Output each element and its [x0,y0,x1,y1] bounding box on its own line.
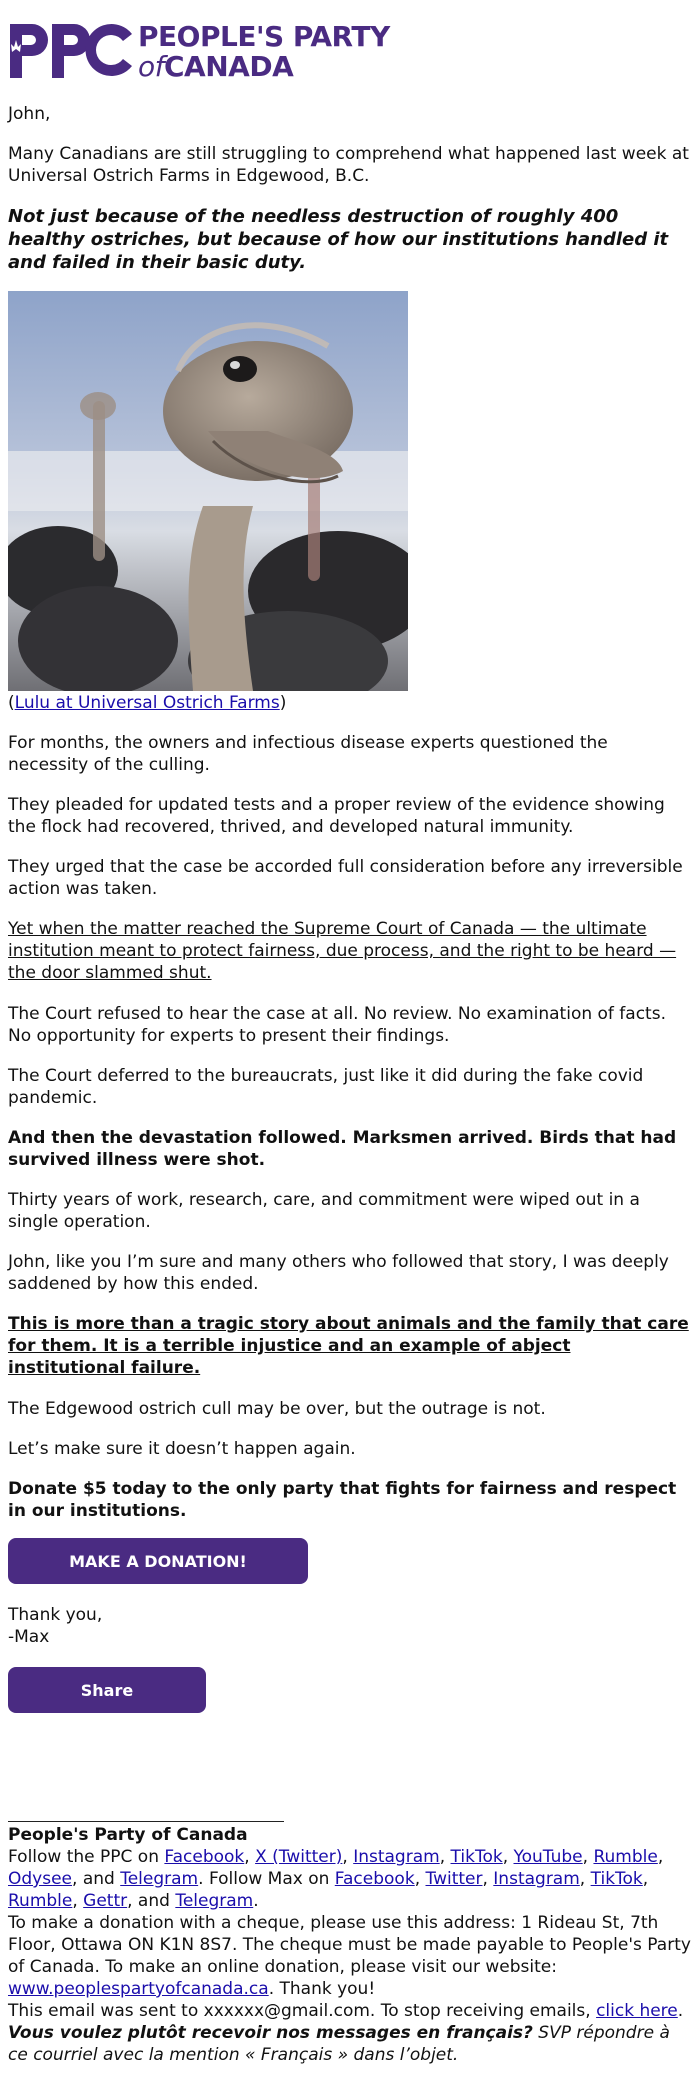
paragraph-deferred: The Court deferred to the bureaucrats, just like it did during the fake covid pandemic. [8,1066,644,1108]
caption-open-paren: ( [8,693,15,713]
caption-close-paren: ) [279,693,287,713]
unsubscribe-link[interactable]: click here [596,2001,678,2021]
greeting: John, [8,104,51,124]
ppc-telegram-link[interactable]: Telegram [120,1869,199,1889]
footer-org-name: People's Party of Canada [8,1825,248,1845]
logo-title-line1: PEOPLE'S PARTY [138,20,390,53]
ppc-separator: , [502,1847,514,1867]
ppc-separator: , and [72,1869,121,1889]
ppc-tiktok-link[interactable]: TikTok [450,1847,503,1867]
ppc-odysee-link[interactable]: Odysee [8,1869,73,1889]
share-button[interactable]: Share [8,1667,206,1713]
max-twitter-link[interactable]: Twitter [425,1869,483,1889]
cheque-thanks: . Thank you! [268,1979,376,1999]
max-separator: , [414,1869,426,1889]
footer-divider [8,1821,284,1822]
ppc-separator: , [582,1847,594,1867]
unsubscribe-period: . [677,2001,684,2021]
paragraph-intro: Many Canadians are still struggling to comprehend what happened last week at Universal Ostrich Farms in Edgewood, B.C. [8,144,689,186]
max-rumble-link[interactable]: Rumble [8,1891,73,1911]
paragraph-refused: The Court refused to hear the case at all. No review. No examination of facts. No opportunity for experts to present their findings. [8,1004,666,1046]
ppc-facebook-link[interactable]: Facebook [164,1847,245,1867]
paragraph-outrage: The Edgewood ostrich cull may be over, but the outrage is not. [8,1399,546,1419]
max-tiktok-link[interactable]: TikTok [590,1869,643,1889]
paragraph-donate-cta: Donate $5 today to the only party that fights for fairness and respect in our institutions. [8,1479,677,1521]
ppc-instagram-link[interactable]: Instagram [353,1847,440,1867]
make-donation-button[interactable]: MAKE A DONATION! [8,1538,308,1584]
paragraph-thirty-years: Thirty years of work, research, care, and commitment were wiped out in a single operation. [8,1190,640,1232]
max-facebook-link[interactable]: Facebook [334,1869,415,1889]
max-separator: , [642,1869,649,1889]
paragraph-devastation: And then the devastation followed. Marksmen arrived. Birds that had survived illness were shot. [8,1128,677,1170]
max-separator: , [482,1869,494,1889]
footer-sent [8,2000,692,2022]
max-separator: , [579,1869,591,1889]
footer-follow [8,1846,692,1912]
french-question: Vous voulez plutôt recevoir nos messages en français? [8,2023,533,2043]
paragraph-urged: They urged that the case be accorded full consideration before any irreversible action was taken. [8,857,683,899]
photo-caption [8,692,692,714]
sent-text: This email was sent to xxxxxx@gmail.com. To stop receiving emails, [8,2001,597,2021]
ppc-rumble-link[interactable]: Rumble [593,1847,658,1867]
paragraph-saddened: John, like you I’m sure and many others who followed that story, I was deeply saddened by how this ended. [8,1252,669,1294]
ppc-youtube-link[interactable]: YouTube [513,1847,583,1867]
photo-caption-link[interactable]: Lulu at Universal Ostrich Farms [14,693,280,713]
max-separator: , and [127,1891,176,1911]
max-instagram-link[interactable]: Instagram [493,1869,580,1889]
ppc-logo-mark [8,20,134,80]
logo-canada: CANADA [164,50,294,83]
logo-of: of [138,50,164,83]
ostrich-image [8,291,408,691]
max-separator: , [72,1891,84,1911]
ppc-logo[interactable] [8,18,428,82]
paragraph-emphasis: Not just because of the needless destruction of roughly 400 healthy ostriches, but because of how our institutions handled it and failed in their basic duty. [8,206,669,273]
paragraph-months: For months, the owners and infectious disease experts questioned the necessity of the culling. [8,733,608,775]
signoff-name: -Max [8,1627,50,1647]
ppc-separator: , [657,1847,664,1867]
cheque-text: To make a donation with a cheque, please use this address: 1 Rideau St, 7th Floor, Ottawa ON K1N 8S7. The cheque must be made payable to People's Party of Canada. To make an online donation, please visit our website: [8,1913,691,1977]
paragraph-never-again: Let’s make sure it doesn’t happen again. [8,1439,356,1459]
follow-ppc-prefix: Follow the PPC on [8,1847,165,1867]
max-telegram-link[interactable]: Telegram [175,1891,254,1911]
paragraph-supreme-court: Yet when the matter reached the Supreme Court of Canada — the ultimate institution meant to protect fairness, due process, and the right to be heard — the door slammed shut. [8,919,677,983]
footer [8,1824,692,2066]
ppc-separator: , [342,1847,354,1867]
ppc-separator: , [439,1847,451,1867]
follow-ppc-period: . [198,1869,204,1889]
follow-max-period: . [253,1891,259,1911]
french-instruction: SVP répondre à ce courriel avec la mention « Français » dans l’objet. [8,2023,670,2065]
follow-max-prefix: Follow Max on [208,1869,335,1889]
paragraph-pleaded: They pleaded for updated tests and a proper review of the evidence showing the flock had recovered, thrived, and developed natural immunity. [8,795,665,837]
ppc-separator: , [244,1847,256,1867]
paragraph-injustice: This is more than a tragic story about animals and the family that care for them. It is a terrible injustice and an example of abject institutional failure. [8,1314,689,1378]
max-gettr-link[interactable]: Gettr [83,1891,128,1911]
ostrich-photo[interactable] [8,291,408,691]
signoff-thanks: Thank you, [8,1605,103,1625]
footer-french [8,2022,692,2066]
logo-title-line2 [138,50,293,83]
website-link[interactable]: www.peoplespartyofcanada.ca [8,1979,269,1999]
ppc-x-twitter-link[interactable]: X (Twitter) [255,1847,343,1867]
footer-cheque [8,1912,692,2000]
